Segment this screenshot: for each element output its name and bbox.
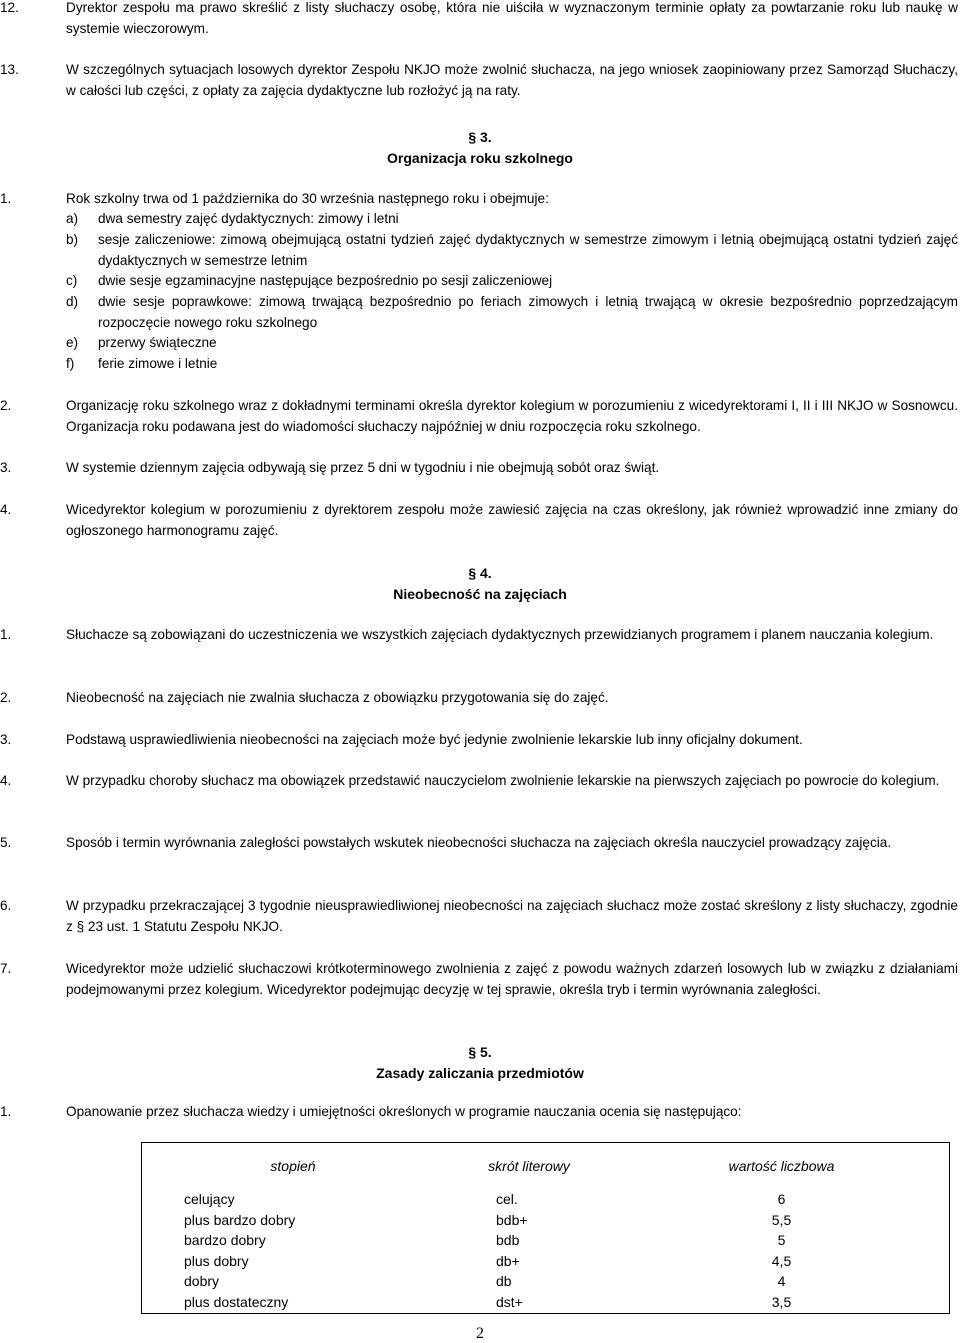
section-number: § 5. bbox=[468, 1044, 492, 1060]
item-number: 6. bbox=[0, 898, 12, 913]
table-cell: 5 bbox=[777, 1232, 786, 1249]
item-text: W szczególnych sytuacjach losowych dyrektor Zespołu NKJO może zwolnić słuchacza, na jego wniosek zaopiniowany przez Samorząd Słuchaczy, w całości lub części, z opłaty za zajęcia dydaktyczne lub rozłożyć ją na raty. bbox=[66, 62, 958, 98]
item-text: Opanowanie przez słuchacza wiedzy i umiejętności określonych w programie nauczania ocenia się następująco: bbox=[66, 1104, 742, 1119]
item-number: 4. bbox=[0, 502, 12, 517]
item-number: 1. bbox=[0, 1104, 12, 1119]
item-text: W systemie dziennym zajęcia odbywają się przez 5 dni w tygodniu i nie obejmują sobót oraz świąt. bbox=[66, 460, 660, 475]
section-heading bbox=[0, 127, 960, 168]
item-text: Podstawą usprawiedliwienia nieobecności na zajęciach może być jedynie zwolnienie lekarskie lub inny oficjalny dokument. bbox=[66, 732, 803, 747]
table-cell: 6 bbox=[777, 1191, 786, 1208]
item-number: 2. bbox=[0, 690, 12, 705]
section-number: § 3. bbox=[468, 129, 492, 145]
item-text: Nieobecność na zajęciach nie zwalnia słuchacza z obowiązku przygotowania się do zajęć. bbox=[66, 690, 609, 705]
section-heading bbox=[0, 563, 960, 604]
item-number: 1. bbox=[0, 191, 12, 206]
table-cell: 5,5 bbox=[771, 1211, 792, 1228]
list-item bbox=[0, 625, 960, 646]
item-number: 1. bbox=[0, 627, 12, 642]
list-item bbox=[0, 959, 960, 1000]
table-row bbox=[142, 1210, 950, 1231]
sub-item bbox=[66, 230, 958, 271]
list-item bbox=[0, 730, 960, 751]
sub-item-text: dwa semestry zajęć dydaktycznych: zimowy i letni bbox=[98, 211, 399, 226]
sub-item-letter: d) bbox=[66, 294, 79, 309]
list-item bbox=[0, 189, 960, 210]
list-item bbox=[0, 896, 960, 937]
sub-item bbox=[66, 333, 958, 354]
sub-item bbox=[66, 271, 958, 292]
list-item bbox=[0, 771, 960, 792]
cell-text: db+ bbox=[496, 1252, 520, 1269]
column-header: stopień bbox=[270, 1157, 316, 1174]
item-number: 5. bbox=[0, 835, 12, 850]
table-header-row bbox=[142, 1143, 950, 1190]
item-text: Wicedyrektor może udzielić słuchaczowi krótkoterminowego zwolnienia z zajęć z powodu ważnych zdarzeń losowych lub w związku z działaniami podejmowanymi przez kolegium. Wicedyrektor podejmując decyzję w tej sprawie, określa tryb i termin wyrównania zaległości. bbox=[66, 961, 958, 997]
grades-table bbox=[141, 1142, 950, 1314]
list-item bbox=[0, 688, 960, 709]
sub-item bbox=[66, 292, 958, 333]
list-item bbox=[0, 500, 960, 541]
table-cell: 4 bbox=[777, 1273, 786, 1290]
item-number: 3. bbox=[0, 460, 12, 475]
table-cell: bardzo dobry bbox=[184, 1232, 266, 1249]
table-cell: plus dostateczny bbox=[184, 1294, 289, 1311]
table-cell: 3,5 bbox=[771, 1294, 792, 1311]
cell-text: bdb bbox=[496, 1232, 520, 1249]
item-text: Dyrektor zespołu ma prawo skreślić z listy słuchaczy osobę, która nie uiściła w wyznaczonym terminie opłaty za powtarzanie roku lub naukę w systemie wieczorowym. bbox=[66, 0, 958, 36]
sub-item-letter: b) bbox=[66, 232, 79, 247]
table-cell bbox=[444, 1230, 614, 1251]
table-row bbox=[142, 1251, 950, 1272]
sub-item-letter: f) bbox=[66, 356, 75, 371]
sub-item-text: dwie sesje poprawkowe: zimową trwającą bezpośrednio po feriach zimowych i letnią trwającą w okresie bezpośrednio poprzedzającym rozpoczęcie nowego roku szkolnego bbox=[98, 294, 958, 330]
column-header: wartość liczbowa bbox=[728, 1157, 835, 1174]
item-number: 4. bbox=[0, 773, 12, 788]
section-number: § 4. bbox=[468, 565, 492, 581]
table-row bbox=[142, 1189, 950, 1210]
table-row bbox=[142, 1271, 950, 1292]
column-header: skrót literowy bbox=[488, 1157, 570, 1174]
cell-text: bdb+ bbox=[496, 1211, 528, 1228]
table-row bbox=[142, 1292, 950, 1313]
item-number: 13. bbox=[0, 62, 19, 77]
item-text: W przypadku przekraczającej 3 tygodnie nieusprawiedliwionej nieobecności na zajęciach słuchacz może zostać skreślony z listy słuchaczy, zgodnie z § 23 ust. 1 Statutu Zespołu NKJO. bbox=[66, 898, 958, 934]
table-cell: dobry bbox=[184, 1273, 220, 1290]
item-text: W przypadku choroby słuchacz ma obowiązek przedstawić nauczycielom zwolnienie lekarskie na pierwszych zajęciach po powrocie do kolegium. bbox=[66, 773, 940, 788]
item-number: 2. bbox=[0, 398, 12, 413]
sub-item-text: sesje zaliczeniowe: zimową obejmującą ostatni tydzień zajęć dydaktycznych w semestrze zimowym i letnią obejmującą ostatni tydzień zajęć dydaktycznych w semestrze letnim bbox=[98, 232, 958, 268]
list-item bbox=[0, 833, 960, 854]
sub-item-text: ferie zimowe i letnie bbox=[98, 356, 218, 371]
list-item bbox=[0, 0, 960, 39]
page-number: 2 bbox=[476, 1325, 484, 1342]
cell-text: dst+ bbox=[496, 1294, 523, 1311]
item-number: 12. bbox=[0, 0, 19, 15]
sub-item-text: dwie sesje egzaminacyjne następujące bezpośrednio po sesji zaliczeniowej bbox=[98, 273, 553, 288]
table-cell: plus dobry bbox=[184, 1252, 249, 1269]
list-item bbox=[0, 458, 960, 479]
item-text: Organizację roku szkolnego wraz z dokładnymi terminami określa dyrektor kolegium w porozumieniu z wicedyrektorami I, II i III NKJO w Sosnowcu. Organizacja roku podawana jest do wiadomości słuchaczy najpóźniej w dniu rozpoczęcia roku szkolnego. bbox=[66, 398, 958, 434]
item-text: Sposób i termin wyrównania zaległości powstałych wskutek nieobecności słuchacza na zajęciach określa nauczyciel prowadzący zajęcia. bbox=[66, 835, 892, 850]
sub-item bbox=[66, 354, 958, 375]
table-cell: 4,5 bbox=[771, 1252, 792, 1269]
item-number: 7. bbox=[0, 961, 12, 976]
section-heading bbox=[0, 1042, 960, 1083]
table-cell: celujący bbox=[184, 1191, 235, 1208]
section-title: Zasady zaliczania przedmiotów bbox=[376, 1064, 584, 1081]
item-text: Słuchacze są zobowiązani do uczestniczenia we wszystkich zajęciach dydaktycznych przewidzianych programem i planem nauczania kolegium. bbox=[66, 627, 934, 642]
table-cell bbox=[444, 1271, 614, 1292]
item-number: 3. bbox=[0, 732, 12, 747]
table-cell bbox=[444, 1292, 614, 1313]
item-text: Rok szkolny trwa od 1 października do 30 września następnego roku i obejmuje: bbox=[66, 191, 549, 206]
table-cell bbox=[444, 1210, 614, 1231]
sub-item-letter: a) bbox=[66, 211, 79, 226]
list-item bbox=[0, 60, 960, 101]
sub-item-text: przerwy świąteczne bbox=[98, 335, 217, 350]
table-cell bbox=[444, 1251, 614, 1272]
table-cell bbox=[444, 1189, 614, 1210]
table-cell: plus bardzo dobry bbox=[184, 1211, 296, 1228]
cell-text: db bbox=[496, 1273, 512, 1290]
item-text: Wicedyrektor kolegium w porozumieniu z dyrektorem zespołu może zawiesić zajęcia na czas określony, jak również wprowadzić inne zmiany do ogłoszonego harmonogramu zajęć. bbox=[66, 502, 958, 538]
cell-text: cel. bbox=[496, 1191, 518, 1208]
list-item bbox=[0, 396, 960, 437]
list-item bbox=[0, 1102, 960, 1123]
sub-item-letter: e) bbox=[66, 335, 79, 350]
sub-item bbox=[66, 209, 958, 230]
table-row bbox=[142, 1230, 950, 1251]
section-title: Organizacja roku szkolnego bbox=[387, 149, 573, 166]
section-title: Nieobecność na zajęciach bbox=[393, 585, 567, 602]
sub-item-letter: c) bbox=[66, 273, 78, 288]
